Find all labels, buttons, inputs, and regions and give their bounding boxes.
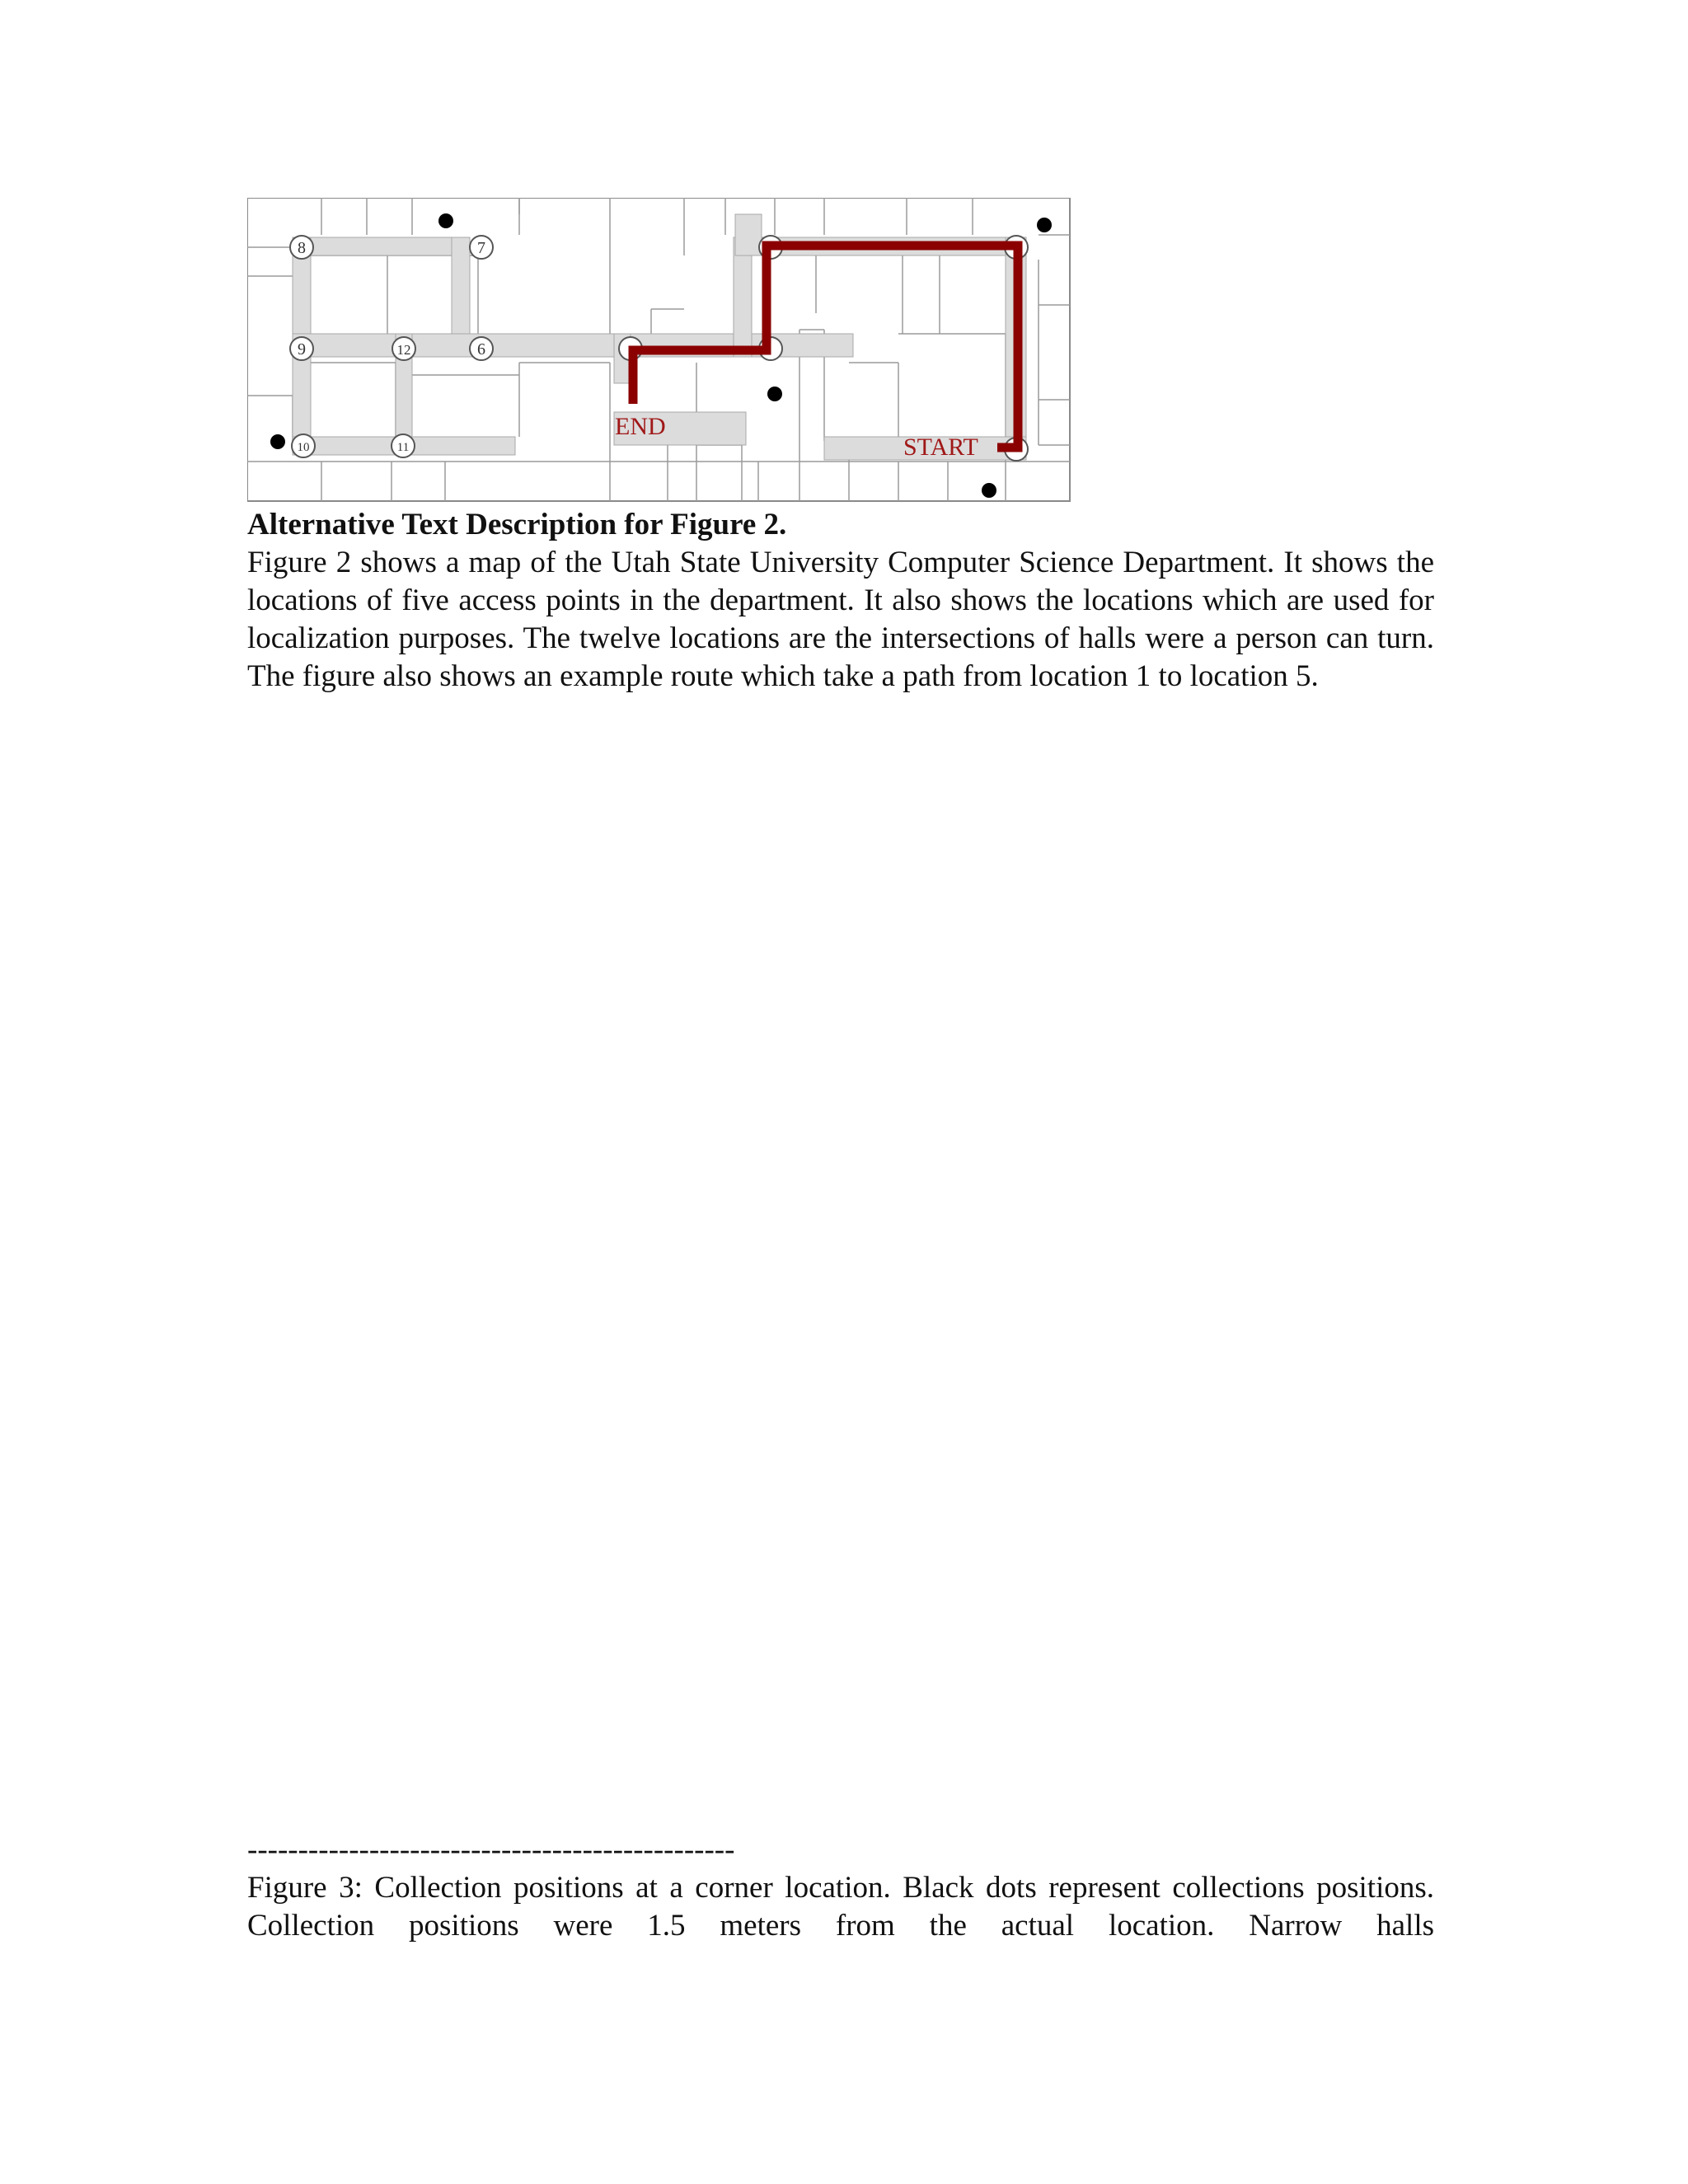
svg-text:6: 6 bbox=[477, 340, 485, 359]
end-label: END bbox=[615, 413, 666, 440]
svg-text:8: 8 bbox=[298, 239, 306, 257]
figure-3-caption: Figure 3: Collection positions at a corner location. Black dots represent collections positions. Collection positions were 1.5 meters from the actual location. Narrow halls bbox=[247, 1871, 1434, 1943]
svg-text:11: 11 bbox=[396, 441, 410, 454]
node-10 bbox=[292, 434, 315, 457]
figure-2-map bbox=[247, 198, 1071, 503]
node-6 bbox=[470, 337, 493, 360]
node-7 bbox=[470, 236, 493, 259]
access-point bbox=[438, 213, 453, 228]
start-label: START bbox=[903, 434, 978, 461]
node-9 bbox=[290, 337, 313, 360]
access-point bbox=[767, 387, 782, 401]
node-11 bbox=[392, 434, 415, 457]
node-12 bbox=[392, 337, 415, 360]
node-8 bbox=[290, 236, 313, 259]
svg-text:7: 7 bbox=[477, 239, 485, 257]
figure-2-alt-description: Figure 2 shows a map of the Utah State University Computer Science Department. It shows the locations of five access points in the department. It also shows the locations which are used for localization purposes. The twelve locations are the intersections of halls were a person can turn. The figure also shows an example route which take a path from location 1 to location 5. bbox=[247, 546, 1434, 693]
access-point bbox=[270, 434, 285, 449]
svg-text:12: 12 bbox=[396, 342, 411, 358]
access-point bbox=[1037, 218, 1052, 232]
svg-text:10: 10 bbox=[297, 441, 310, 454]
svg-text:9: 9 bbox=[298, 340, 306, 359]
footnote-separator: ------------------------------------------------ bbox=[247, 1833, 735, 1867]
figure-2-alt-title: Alternative Text Description for Figure 2. bbox=[247, 508, 787, 541]
access-point bbox=[982, 483, 996, 498]
